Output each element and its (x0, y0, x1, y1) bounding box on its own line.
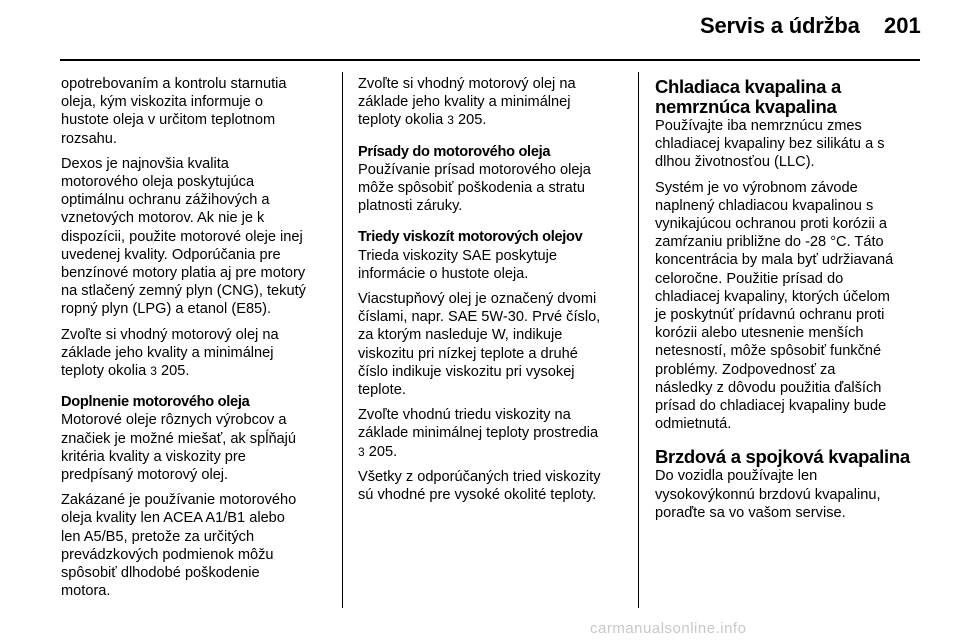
paragraph: Dexos je najnovšia kvalita motorového oleja poskytujúca optimálnu ochranu zážihových a vznetových motorov. Ak nie je k dispozícii, použite motorové oleje inej uvedenej kvality. Odporúčania pre benzínové motory platia aj pre motory na stlačený zemný plyn (CNG), tekutý ropný plyn (LPG) a etanol (E85). (61, 155, 306, 318)
paragraph (358, 75, 628, 130)
column-divider-1 (342, 72, 343, 608)
subheading-viscosity-grades: Triedy viskozít motorových olejov (358, 229, 583, 246)
page-reference-link[interactable]: 205. (368, 443, 398, 460)
cross-reference-icon: 3 (358, 444, 365, 459)
page-reference-link[interactable]: 205. (161, 363, 190, 380)
paragraph (61, 326, 336, 381)
paragraph-text: Zvoľte si vhodný motorový olej na základe jeho kvality a minimálnej teploty okolia (61, 326, 279, 380)
paragraph-text: Zvoľte si vhodný motorový olej na základe jeho kvality a minimálnej teploty okolia (358, 76, 576, 129)
paragraph: Viacstupňový olej je označený dvomi číslami, napr. SAE 5W-30. Prvé číslo, za ktorým nasleduje W, indikuje viskozitu pri nízkej teplote a druhé číslo indikuje viskozitu pri vysokej teplote. (358, 291, 601, 399)
subheading-oil-additives: Prísady do motorového oleja (358, 143, 551, 160)
page-number: 201 (884, 13, 921, 38)
text-column-2 (358, 75, 628, 511)
text-column-1 (61, 75, 336, 607)
paragraph: Do vozidla používajte len vysokovýkonnú brzdovú kvapalinu, poraďte sa vo vašom servise. (655, 468, 881, 521)
header-divider (60, 59, 920, 61)
section-title: Servis a údržba (700, 13, 860, 38)
paragraph: Zakázané je používanie motorového oleja kvality len ACEA A1/B1 alebo len A5/B5, pretože za určitých prevádzkových podmienok môžu spôsobiť dlhodobé poškodenie motora. (61, 492, 297, 600)
paragraph: Trieda viskozity SAE poskytuje informácie o hustote oleja. (358, 247, 557, 282)
paragraph: Motorové oleje rôznych výrobcov a značiek je možné miešať, ak spĺňajú kritéria kvality a viskozity pre predpísaný motorový olej. (61, 412, 297, 484)
heading-brake-fluid: Brzdová a spojková kvapalina (655, 446, 910, 468)
paragraph: Systém je vo výrobnom závode naplnený chladiacou kvapalinou s vynikajúcou ochranou proti korózii a zamŕzaniu približne do -28 °C. Táto koncentrácia by mala byť udržiavaná celoročne. Použitie prísad do chladiacej kvapaliny, ktorých účelom je poskytnúť prídavnú ochranu proti korózii alebo utesnenie menších netesností, môže spôsobiť funkčné problémy. Zodpovednosť za následky z dôvodu použitia ďalších prísad do chladiacej kvapaliny bude odmietnutá. (655, 179, 894, 433)
page-reference-link[interactable]: 205. (458, 112, 487, 129)
text-column-3 (655, 77, 923, 529)
paragraph: Používanie prísad motorového oleja môže spôsobiť poškodenia a stratu platnosti záruky. (358, 161, 591, 215)
paragraph: Používajte iba nemrznúcu zmes chladiacej kvapaliny bez silikátu a s dlhou životnosťou (LLC). (655, 118, 885, 171)
heading-coolant: Chladiaca kvapalina a nemrznúca kvapalina (655, 76, 841, 117)
cross-reference-icon: 3 (150, 364, 157, 379)
subheading-oil-refill: Doplnenie motorového oleja (61, 394, 250, 411)
paragraph-text: Zvoľte vhodnú triedu viskozity na základe minimálnej teploty prostredia (358, 407, 599, 442)
paragraph (358, 406, 628, 461)
cross-reference-icon: 3 (447, 113, 454, 128)
paragraph: opotrebovaním a kontrolu starnutia oleja, kým viskozita informuje o hustote oleja v určitom teplotnom rozsahu. (61, 76, 287, 147)
paragraph: Všetky z odporúčaných tried viskozity sú vhodné pre vysoké okolité teploty. (358, 468, 601, 504)
column-divider-2 (638, 72, 639, 608)
watermark-logo: carmanualsonline.info (590, 620, 747, 637)
